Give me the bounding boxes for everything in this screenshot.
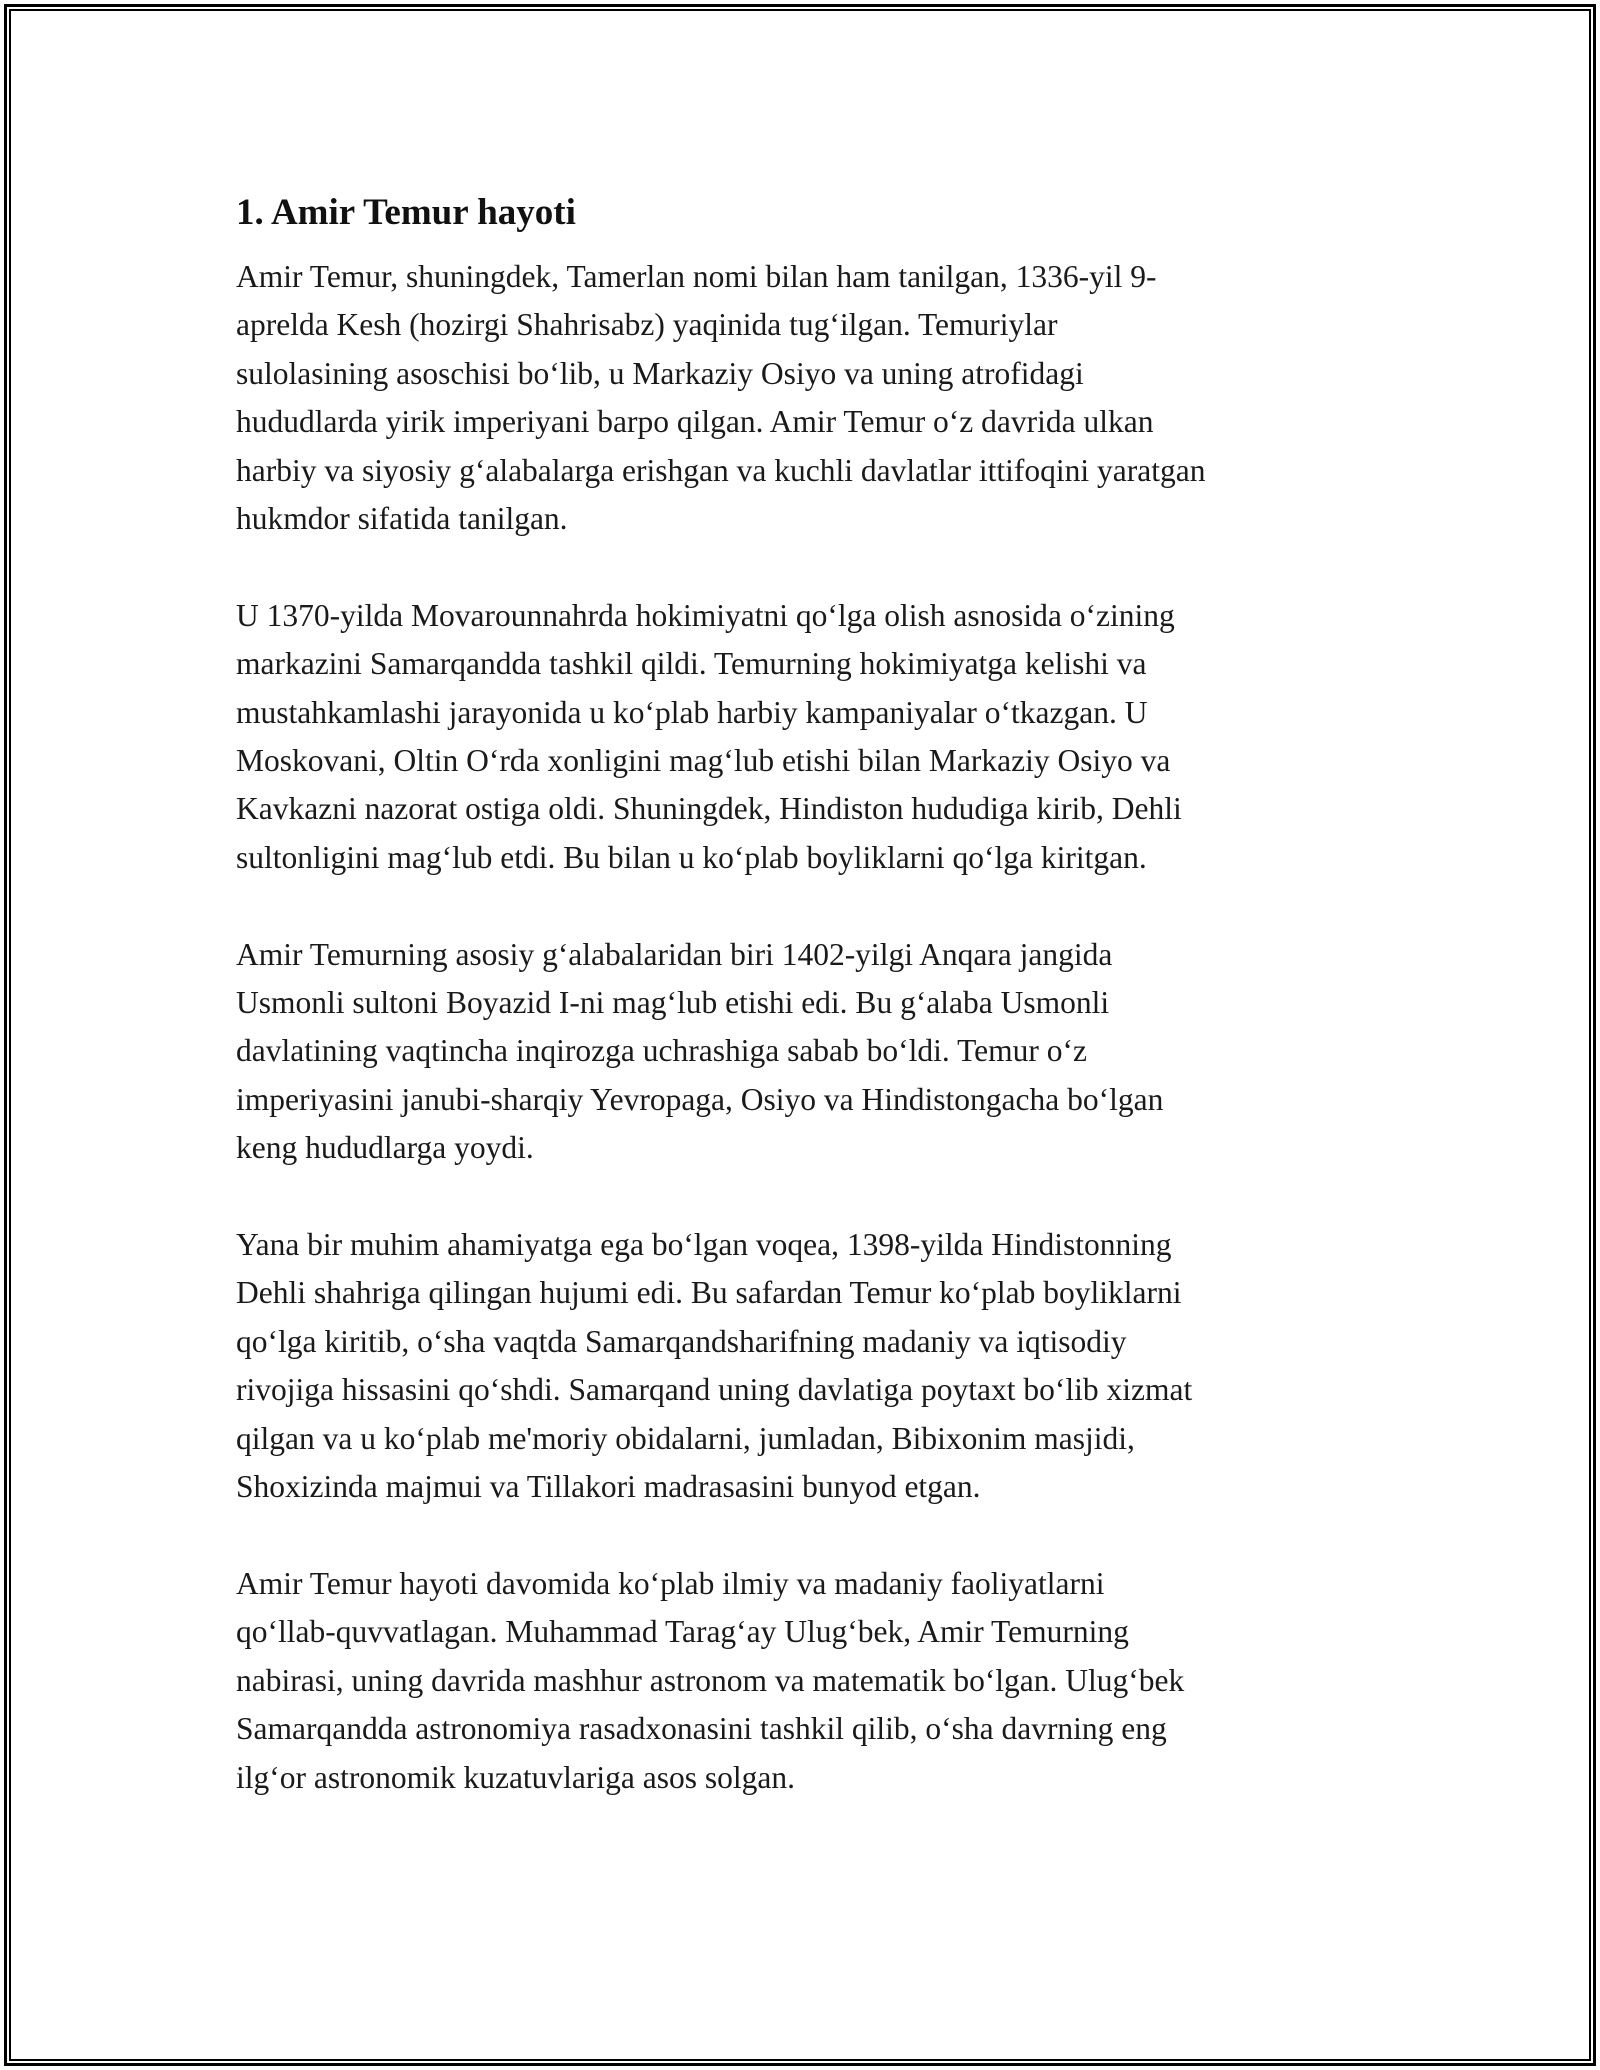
text-line: keng hududlarga yoydi. bbox=[236, 1130, 534, 1166]
text-line: qo‘lga kiritib, o‘sha vaqtda Samarqandsharifning madaniy va iqtisodiy bbox=[236, 1323, 1127, 1359]
text-line: sultonligini mag‘lub etdi. Bu bilan u ko‘plab boyliklarni qo‘lga kiritgan. bbox=[236, 839, 1147, 875]
text-line: hududlarda yirik imperiyani barpo qilgan. Amir Temur o‘z davrida ulkan bbox=[236, 404, 1154, 440]
text-line: Amir Temur hayoti davomida ko‘plab ilmiy va madaniy faoliyatlarni bbox=[236, 1565, 1105, 1601]
paragraph-1 bbox=[236, 253, 1386, 543]
text-line: sulolasining asoschisi bo‘lib, u Markaziy Osiyo va uning atrofidagi bbox=[236, 355, 1084, 391]
text-line: Shoxizinda majmui va Tillakori madrasasini bunyod etgan. bbox=[236, 1469, 981, 1505]
text-line: imperiyasini janubi-sharqiy Yevropaga, Osiyo va Hindistongacha bo‘lgan bbox=[236, 1081, 1164, 1117]
text-line: Samarqandda astronomiya rasadxonasini tashkil qilib, o‘sha davrning eng bbox=[236, 1711, 1167, 1747]
text-line: Usmonli sultoni Boyazid I-ni mag‘lub etishi edi. Bu g‘alaba Usmonli bbox=[236, 985, 1110, 1021]
text-line: Moskovani, Oltin O‘rda xonligini mag‘lub etishi bilan Markaziy Osiyo va bbox=[236, 743, 1171, 779]
text-line: rivojiga hissasini qo‘shdi. Samarqand uning davlatiga poytaxt bo‘lib xizmat bbox=[236, 1372, 1193, 1408]
section-heading: 1. Amir Temur hayoti bbox=[236, 192, 576, 233]
paragraph-2 bbox=[236, 592, 1386, 882]
text-line: mustahkamlashi jarayonida u ko‘plab harbiy kampaniyalar o‘tkazgan. U bbox=[236, 694, 1148, 730]
text-line: harbiy va siyosiy g‘alabalarga erishgan va kuchli davlatlar ittifoqini yaratgan bbox=[236, 452, 1206, 488]
text-line: ilg‘or astronomik kuzatuvlariga asos solgan. bbox=[236, 1759, 796, 1795]
text-line: markazini Samarqandda tashkil qildi. Temurning hokimiyatga kelishi va bbox=[236, 646, 1147, 682]
text-line: Amir Temurning asosiy g‘alabalaridan biri 1402-yilgi Anqara jangida bbox=[236, 936, 1113, 972]
paragraph-4 bbox=[236, 1221, 1386, 1511]
text-line: U 1370-yilda Movarounnahrda hokimiyatni qo‘lga olish asnosida o‘zining bbox=[236, 597, 1175, 633]
document-body bbox=[236, 185, 1386, 1850]
text-line: Yana bir muhim ahamiyatga ega bo‘lgan voqea, 1398-yilda Hindistonning bbox=[236, 1227, 1172, 1263]
text-line: qilgan va u ko‘plab me'moriy obidalarni, jumladan, Bibixonim masjidi, bbox=[236, 1420, 1135, 1456]
text-line: davlatining vaqtincha inqirozga uchrashiga sabab bo‘ldi. Temur o‘z bbox=[236, 1033, 1087, 1069]
text-line: qo‘llab-quvvatlagan. Muhammad Tarag‘ay Ulug‘bek, Amir Temurning bbox=[236, 1614, 1129, 1650]
text-line: nabirasi, uning davrida mashhur astronom va matematik bo‘lgan. Ulug‘bek bbox=[236, 1662, 1185, 1698]
text-line: Kavkazni nazorat ostiga oldi. Shuningdek, Hindiston hududiga kirib, Dehli bbox=[236, 791, 1182, 827]
text-line: aprelda Kesh (hozirgi Shahrisabz) yaqinida tug‘ilgan. Temuriylar bbox=[236, 307, 1058, 343]
text-line: hukmdor sifatida tanilgan. bbox=[236, 501, 568, 537]
paragraph-5 bbox=[236, 1560, 1386, 1802]
paragraph-3 bbox=[236, 931, 1386, 1173]
text-line: Dehli shahriga qilingan hujumi edi. Bu safardan Temur ko‘plab boyliklarni bbox=[236, 1275, 1182, 1311]
text-line: Amir Temur, shuningdek, Tamerlan nomi bilan ham tanilgan, 1336-yil 9- bbox=[236, 259, 1157, 294]
